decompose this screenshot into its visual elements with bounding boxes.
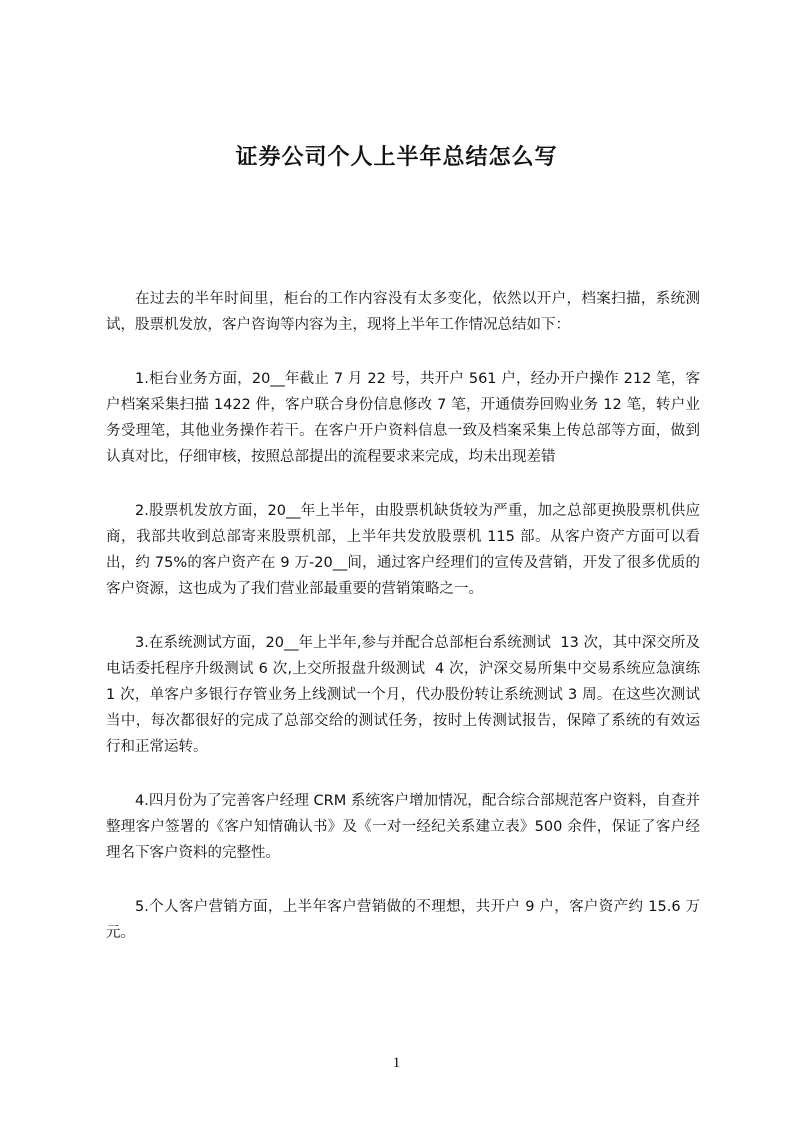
paragraph-system-testing: 3.在系统测试方面，20__年上半年,参与并配合总部柜台系统测试 13 次，其中深交所及电话委托程序升级测试 6 次,上交所报盘升级测试 4 次，沪深交易所集中交易系统应急演练 1 次，单客户多银行存管业务上线测试一个月，代办股份转让系统测试 3 周。在这些次测试当中，每次都很好的完成了总部交给的测试任务，按时上传测试报告，保障了系统的有效运行和正常运转。 [106,635,705,755]
paragraph-crm-records: 4.四月份为了完善客户经理 CRM 系统客户增加情况，配合综合部规范客户资料，自查并整理客户签署的《客户知情确认书》及《一对一经纪关系建立表》500 余件，保证了客户经理名下客户资料的完整性。 [106,793,700,861]
page-title: 证券公司个人上半年总结怎么写 [235,145,558,170]
paragraph-client-marketing: 5.个人客户营销方面，上半年客户营销做的不理想，共开户 9 户，客户资产约 15.6 万元。 [106,899,700,941]
paragraph-counter-business: 1.柜台业务方面，20__年截止 7 月 22 号，共开户 561 户，经办开户操作 212 笔，客户档案采集扫描 1422 件，客户联合身份信息修改 7 笔，开通债券回购业务 12 笔，转户业务受理笔，其他业务操作若干。在客户开户资料信息一致及档案采集上传总部等方面，做到认真对比，仔细审核，按照总部提出的流程要求来完成，均未出现差错 [106,371,700,465]
paragraph-stock-machine: 2.股票机发放方面，20__年上半年，由股票机缺货较为严重，加之总部更换股票机供应商，我部共收到总部寄来股票机部，上半年共发放股票机 115 部。从客户资产方面可以看出，约 75%的客户资产在 9 万-20__间，通过客户经理们的宣传及营销，开发了很多优质的客户资源，这也成为了我们营业部最重要的营销策略之一。 [106,503,700,597]
page-number: 1 [392,1055,401,1071]
intro-paragraph: 在过去的半年时间里，柜台的工作内容没有太多变化，依然以开户，档案扫描，系统测试，股票机发放，客户咨询等内容为主，现将上半年工作情况总结如下： [106,291,700,333]
document-body [106,286,705,974]
